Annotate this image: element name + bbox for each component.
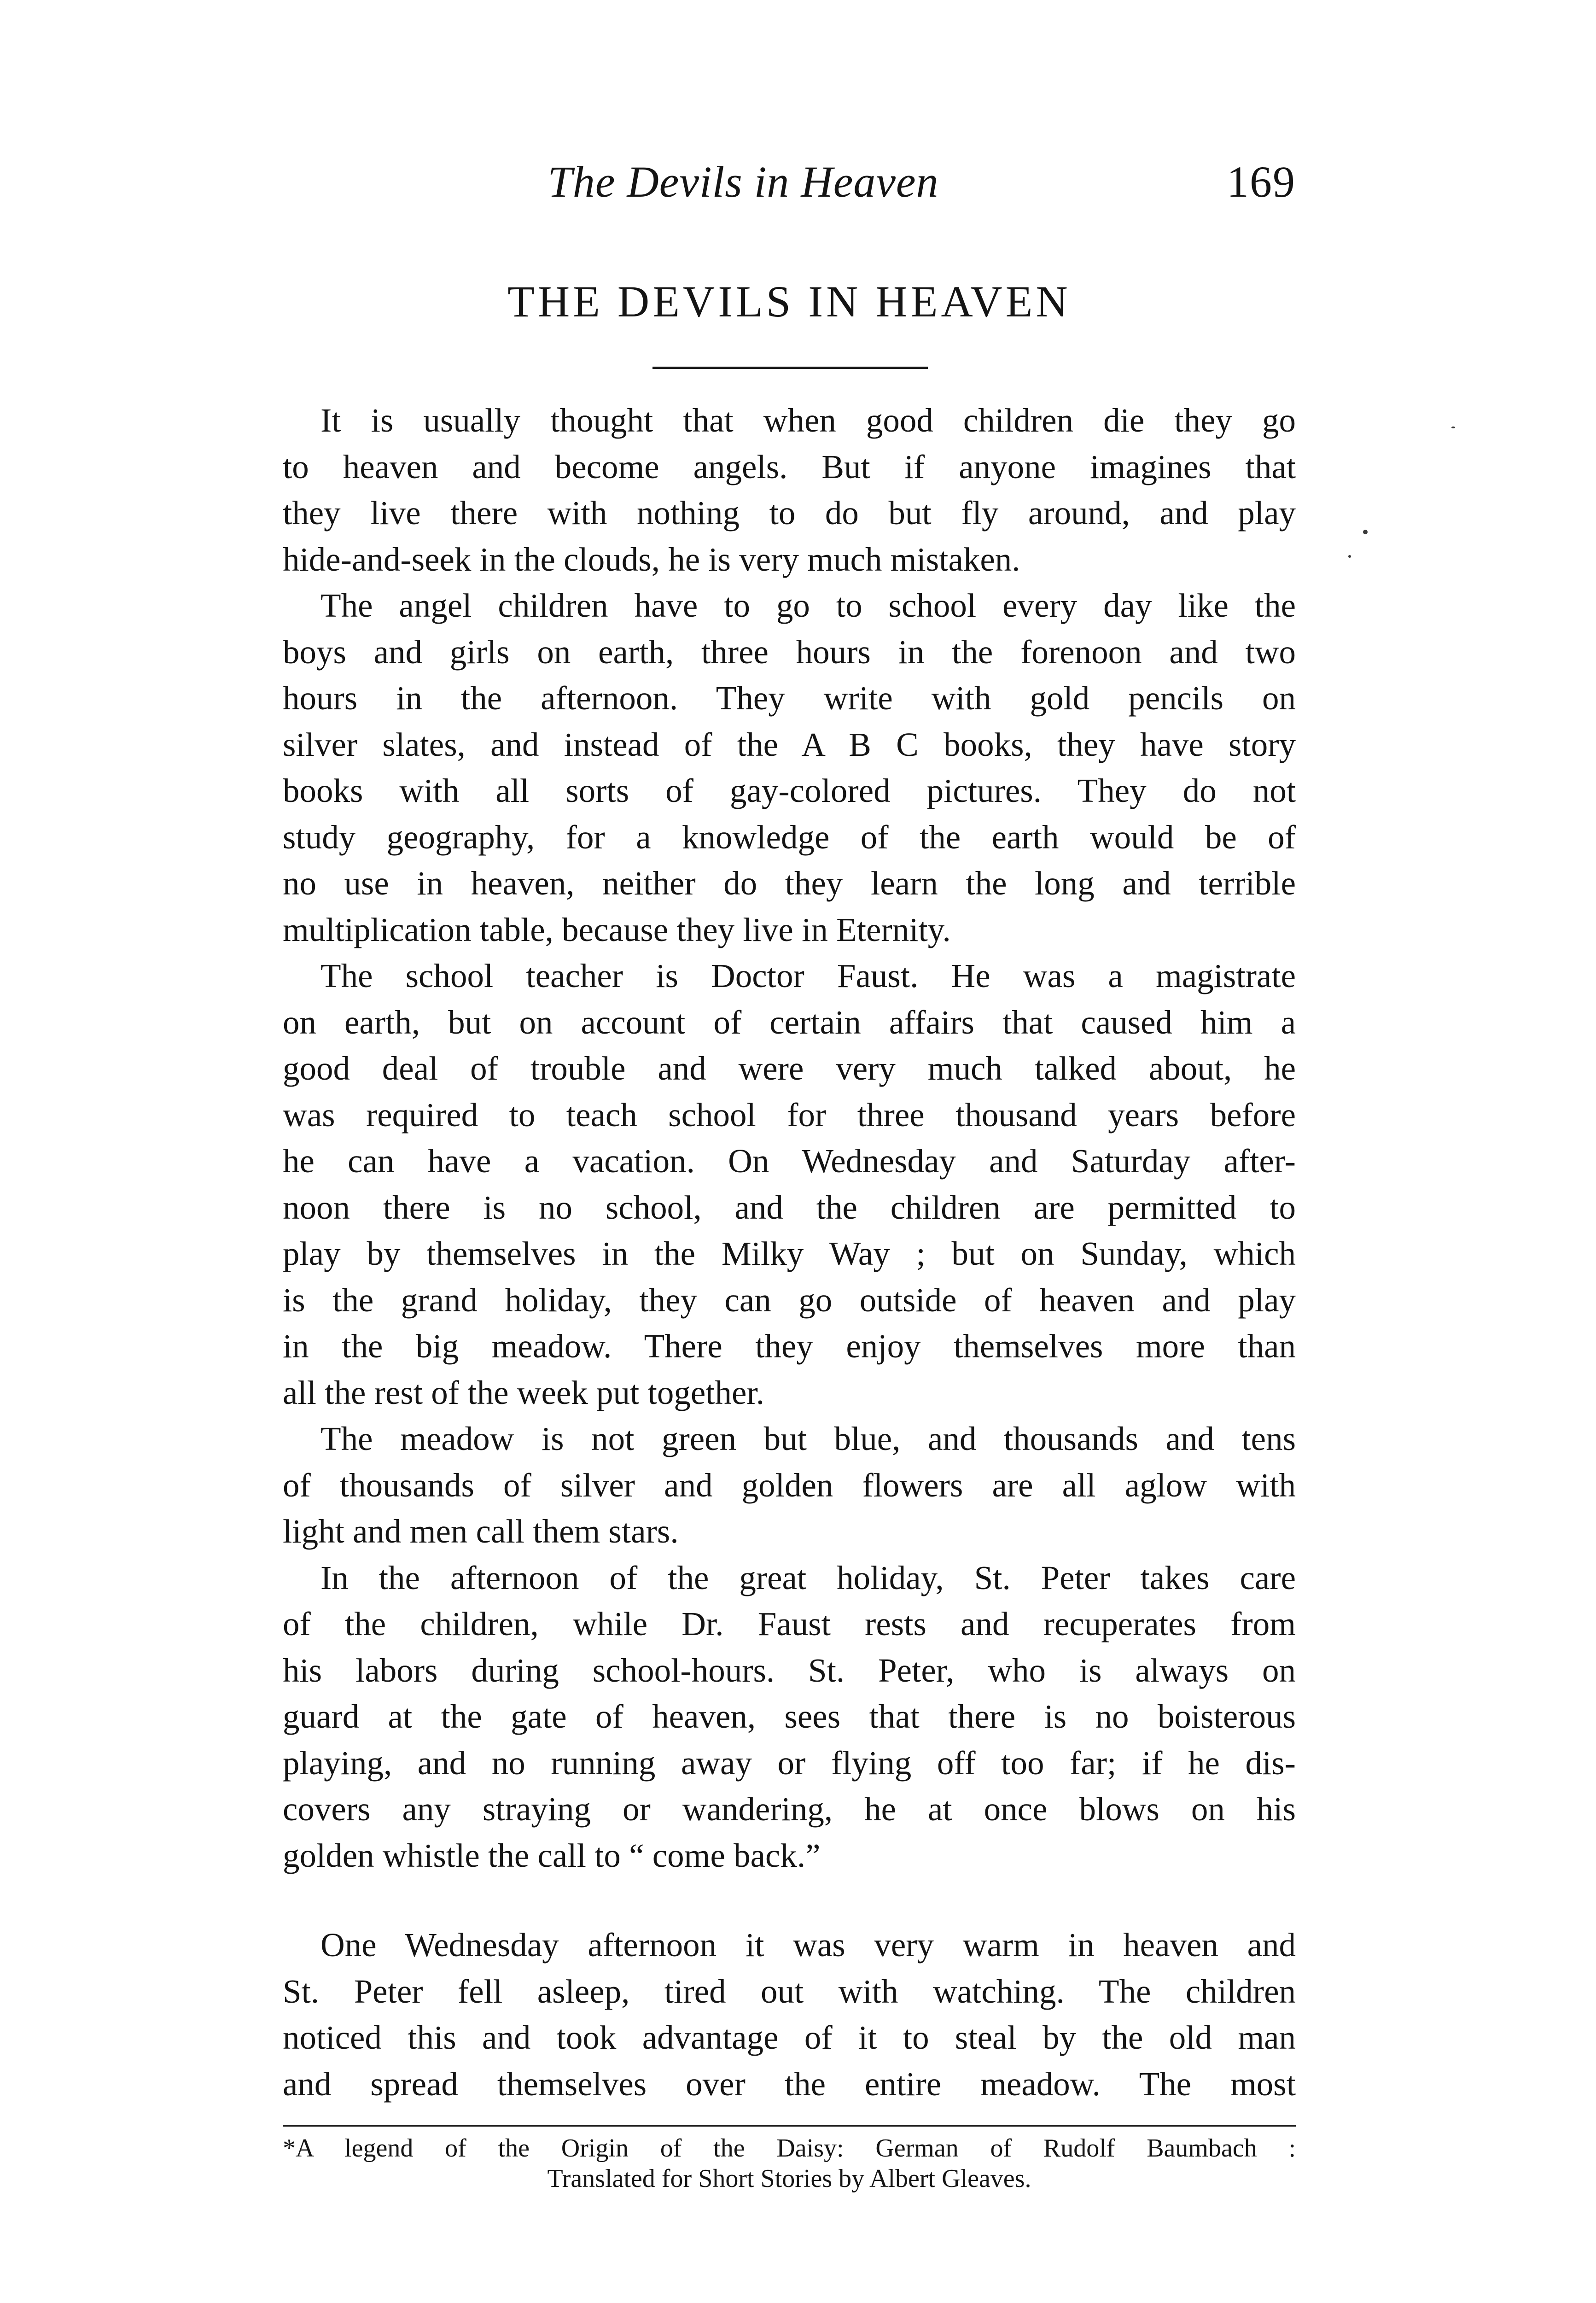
- text-line: books with all sorts of gay-colored pictures. They do not: [283, 772, 1296, 809]
- text-line: was required to teach school for three thousand years before: [283, 1096, 1296, 1134]
- chapter-title: THE DEVILS IN HEAVEN: [507, 277, 1071, 326]
- text-line: and spread themselves over the entire meadow. The most: [283, 2065, 1296, 2103]
- text-line: silver slates, and instead of the A B C books, they have story: [283, 725, 1296, 763]
- text-line: The meadow is not green but blue, and thousands and tens: [320, 1420, 1296, 1457]
- page-number: 169: [1227, 157, 1296, 206]
- text-line: hours in the afternoon. They write with gold pencils on: [283, 679, 1296, 717]
- ink-speck: [1451, 427, 1455, 428]
- running-head: [283, 152, 1296, 212]
- footnote-line: *A legend of the Origin of the Daisy: German of Rudolf Baumbach :: [283, 2134, 1296, 2163]
- text-line: in the big meadow. There they enjoy themselves more than: [283, 1327, 1296, 1365]
- text-line: guard at the gate of heaven, sees that there is no boisterous: [283, 1698, 1296, 1735]
- text-line: golden whistle the call to “ come back.”: [283, 1836, 821, 1874]
- text-line: he can have a vacation. On Wednesday and Saturday after-: [283, 1142, 1296, 1180]
- text-line: noticed this and took advantage of it to steal by the old man: [283, 2019, 1296, 2056]
- section-gap: [283, 1879, 1296, 1922]
- footnote: [283, 2125, 1296, 2194]
- text-line: One Wednesday afternoon it was very warm in heaven and: [320, 1926, 1296, 1964]
- text-line: hide-and-seek in the clouds, he is very much mistaken.: [283, 540, 1020, 578]
- text-line: St. Peter fell asleep, tired out with watching. The children: [283, 1972, 1296, 2010]
- footnote-line: Translated for Short Stories by Albert Gleaves.: [547, 2164, 1031, 2193]
- text-line: study geography, for a knowledge of the earth would be of: [283, 818, 1296, 856]
- title-rule: [652, 367, 928, 369]
- text-line: good deal of trouble and were very much talked about, he: [283, 1050, 1296, 1087]
- text-line: is the grand holiday, they can go outside of heaven and play: [283, 1281, 1296, 1319]
- text-line: of thousands of silver and golden flowers are all aglow with: [283, 1466, 1296, 1504]
- text-line: It is usually thought that when good children die they go: [320, 402, 1296, 439]
- ink-speck: [1348, 555, 1351, 558]
- text-line: they live there with nothing to do but fly around, and play: [283, 494, 1296, 532]
- text-line: to heaven and become angels. But if anyone imagines that: [283, 448, 1296, 485]
- text-line: playing, and no running away or flying off too far; if he dis-: [283, 1744, 1296, 1782]
- text-line: multiplication table, because they live in Eternity.: [283, 911, 951, 948]
- running-title: The Devils in Heaven: [548, 157, 939, 206]
- text-line: The school teacher is Doctor Faust. He was a magistrate: [320, 957, 1296, 994]
- text-line: light and men call them stars.: [283, 1513, 679, 1550]
- text-line: The angel children have to go to school every day like the: [320, 587, 1296, 624]
- text-line: boys and girls on earth, three hours in the forenoon and two: [283, 633, 1296, 671]
- text-line: In the afternoon of the great holiday, St. Peter takes care: [320, 1559, 1296, 1596]
- text-line: on earth, but on account of certain affairs that caused him a: [283, 1003, 1296, 1041]
- text-line: all the rest of the week put together.: [283, 1374, 764, 1411]
- text-line: of the children, while Dr. Faust rests and recuperates from: [283, 1605, 1296, 1642]
- text-line: play by themselves in the Milky Way ; but on Sunday, which: [283, 1235, 1296, 1272]
- text-line: no use in heaven, neither do they learn the long and terrible: [283, 865, 1296, 902]
- text-line: noon there is no school, and the children are permitted to: [283, 1188, 1296, 1226]
- ink-speck: [1363, 530, 1368, 534]
- body-text: [283, 397, 1296, 2107]
- text-line: covers any straying or wandering, he at once blows on his: [283, 1790, 1296, 1828]
- text-line: his labors during school-hours. St. Peter, who is always on: [283, 1651, 1296, 1689]
